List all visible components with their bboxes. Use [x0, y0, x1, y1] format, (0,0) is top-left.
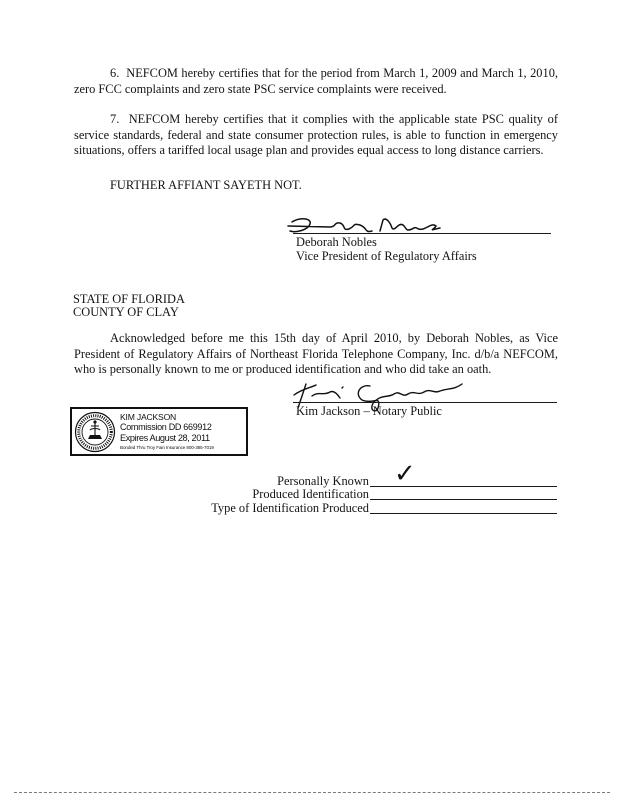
acknowledgment-paragraph: [74, 331, 558, 378]
page-bottom-edge: [14, 792, 610, 793]
affiant-name: Deborah Nobles: [296, 235, 377, 249]
type-of-identification-line: [370, 513, 557, 514]
notary-title: Kim Jackson – Notary Public: [296, 404, 442, 418]
stamp-notary-name: KIM JACKSON: [120, 412, 177, 422]
paragraph-7: [74, 112, 558, 159]
produced-identification-line: [370, 499, 557, 500]
stamp-expires: Expires August 28, 2011: [120, 433, 210, 443]
notary-stamp: [70, 407, 248, 456]
paragraph-6: [74, 66, 558, 97]
personally-known-label: Personally Known: [277, 474, 369, 488]
affiant-signature-line: [293, 233, 551, 234]
paragraph-6-text: NEFCOM hereby certifies that for the period from March 1, 2009 and March 1, 2010, zero FCC complaints and zero state PSC service complaints were received.: [74, 66, 558, 96]
stamp-bonded: Bonded Thru Troy Fain Insurance 800-385-7019: [120, 445, 214, 450]
paragraph-7-number: 7.: [110, 112, 120, 126]
further-affiant-statement: FURTHER AFFIANT SAYETH NOT.: [110, 178, 302, 192]
venue-state: STATE OF FLORIDA: [73, 292, 185, 306]
venue-county: COUNTY OF CLAY: [73, 305, 179, 319]
stamp-commission: Commission DD 669912: [120, 422, 212, 432]
notary-signature-line: [293, 402, 557, 403]
paragraph-7-text: NEFCOM hereby certifies that it complies with the applicable state PSC quality of service standards, federal and state consumer protection rules, is able to function in emergency situations, offers a tariffed local usage plan and provides equal access to long distance carriers.: [74, 112, 558, 157]
type-of-identification-label: Type of Identification Produced: [211, 501, 369, 515]
notary-seal-icon: [74, 411, 116, 453]
paragraph-6-number: 6.: [110, 66, 120, 80]
affiant-title: Vice President of Regulatory Affairs: [296, 249, 477, 263]
personally-known-checkmark: ✓: [394, 459, 416, 489]
produced-identification-label: Produced Identification: [252, 487, 369, 501]
acknowledgment-text: Acknowledged before me this 15th day of April 2010, by Deborah Nobles, as Vice President of Regulatory Affairs of Northeast Florida Telephone Company, Inc. d/b/a NEFCOM, who is personally known to me or produced identification and who did take an oath.: [74, 331, 558, 376]
